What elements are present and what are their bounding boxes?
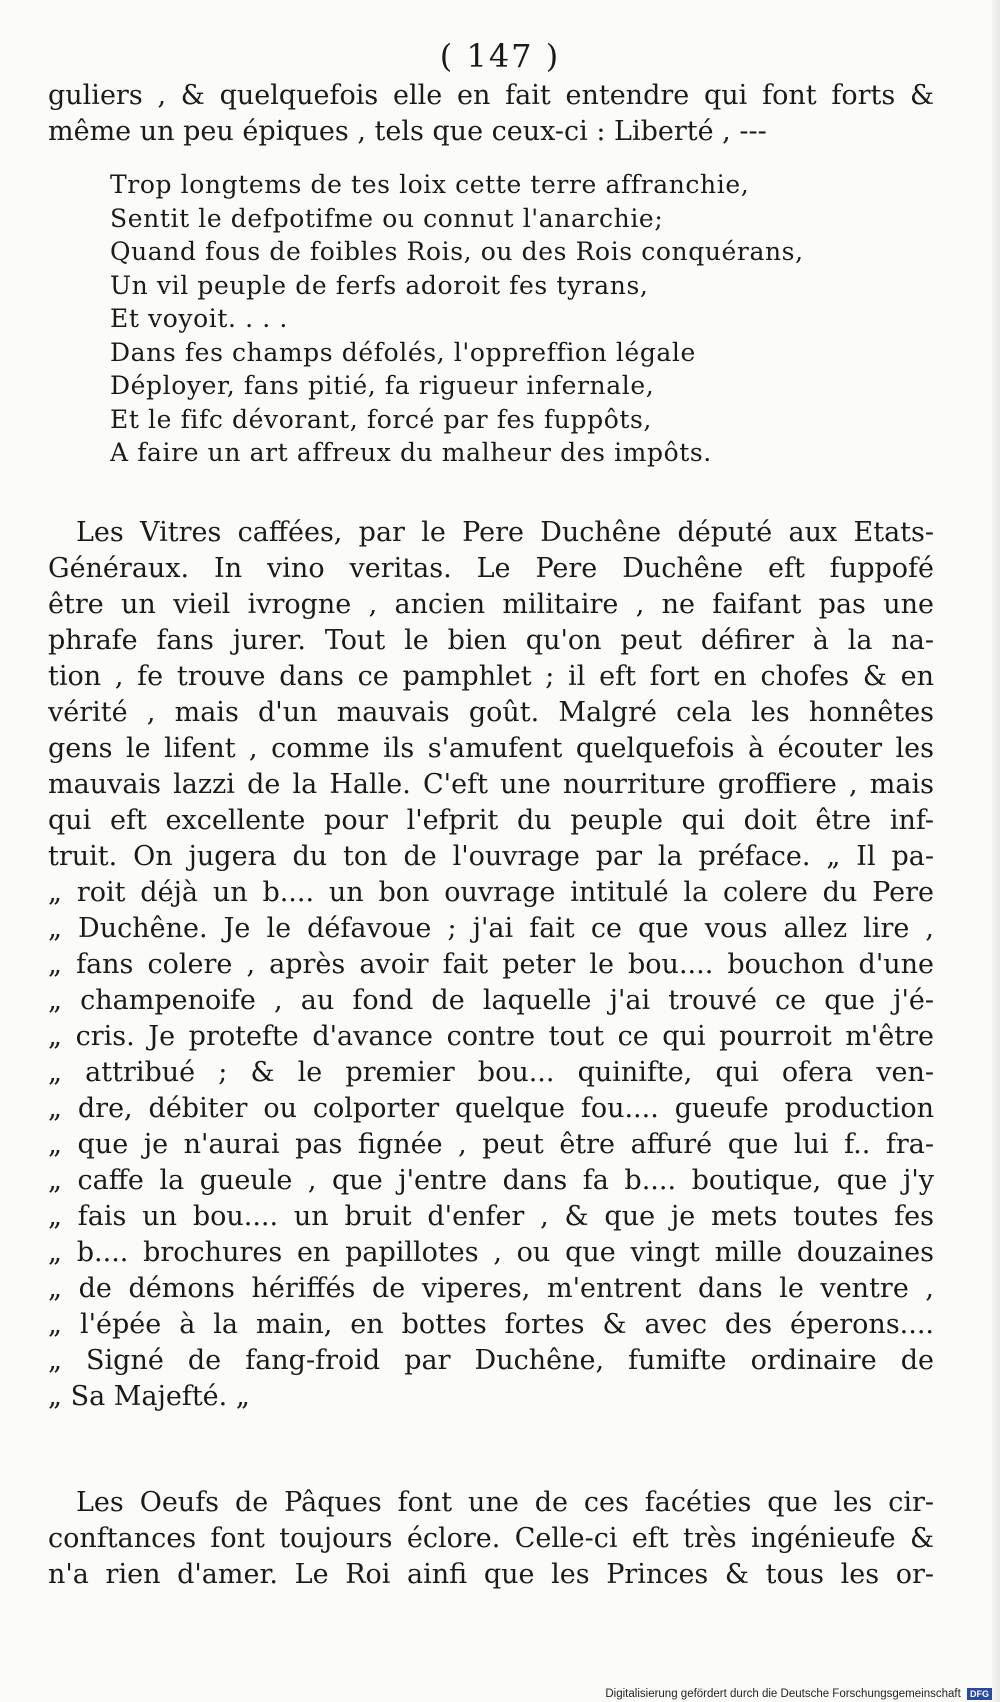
text-line: conftances font toujours éclore. Celle-ci eft très ingénieufe &	[48, 1523, 934, 1554]
verse-line: Quand fous de foibles Rois, ou des Rois conquérans,	[110, 237, 804, 266]
quoted-line: „ caffe la gueule , que j'entre dans fa b.... boutique, que j'y	[48, 1165, 934, 1196]
quoted-line: „ dre, débiter ou colporter quelque fou.... gueufe production	[48, 1093, 934, 1124]
quoted-line: „ l'épée à la main, en bottes fortes & avec des éperons....	[48, 1309, 934, 1340]
quoted-line: „ attribué ; & le premier bou... quinifte, qui ofera ven-	[48, 1057, 934, 1088]
quoted-line: „ fans colere , après avoir fait peter le bou.... bouchon d'une	[48, 949, 934, 980]
verse-block	[110, 168, 890, 470]
text-line: phrafe fans jurer. Tout le bien qu'on peut défirer à la na-	[48, 625, 934, 656]
dfg-logo: DFG	[967, 1688, 992, 1700]
text-line: vérité , mais d'un mauvais goût. Malgré cela les honnêtes	[48, 697, 934, 728]
text-line: Les Vitres caffées, par le Pere Duchêne député aux Etats-	[76, 517, 934, 548]
quoted-line: „ de démons hériffés de viperes, m'entrent dans le ventre ,	[48, 1273, 934, 1304]
text-line: tion , fe trouve dans ce pamphlet ; il eft fort en chofes & en	[48, 661, 934, 692]
quoted-line: „ Sa Majefté. „	[48, 1381, 250, 1412]
verse-line: A faire un art affreux du malheur des impôts.	[110, 438, 712, 467]
quoted-line: „ b.... brochures en papillotes , ou que vingt mille douzaines	[48, 1237, 934, 1268]
text-line: gens le lifent , comme ils s'amufent quelquefois à écouter les	[48, 733, 934, 764]
quoted-line: „ fais un bou.... un bruit d'enfer , & que je mets toutes fes	[48, 1201, 934, 1232]
text-line: Les Oeufs de Pâques font une de ces facéties que les cir-	[76, 1487, 934, 1518]
text-line: truit. On jugera du ton de l'ouvrage par la préface. „ Il pa-	[48, 841, 934, 872]
credit-text: Digitalisierung gefördert durch die Deutsche Forschungsgemeinschaft	[605, 1688, 961, 1700]
verse-line: Déployer, fans pitié, fa rigueur infernale,	[110, 371, 655, 400]
text-line: être un vieil ivrogne , ancien militaire , ne faifant pas une	[48, 589, 934, 620]
verse-line: Trop longtems de tes loix cette terre affranchie,	[110, 170, 750, 199]
text-line: même un peu épiques , tels que ceux-ci : Liberté , ---	[48, 116, 767, 147]
quoted-line: „ Duchêne. Je le défavoue ; j'ai fait ce que vous allez lire ,	[48, 913, 934, 944]
text-line: guliers , & quelquefois elle en fait entendre qui font forts &	[48, 80, 934, 111]
verse-line: Et voyoit. . . .	[110, 304, 288, 333]
quoted-line: „ cris. Je protefte d'avance contre tout ce qui pourroit m'être	[48, 1021, 934, 1052]
digitization-credit	[605, 1688, 992, 1700]
paragraph-oeufs-de-paques	[48, 1485, 934, 1593]
text-line: Généraux. In vino veritas. Le Pere Duchêne eft fuppofé	[48, 553, 934, 584]
text-line: n'a rien d'amer. Le Roi ainfi que les Princes & tous les or-	[48, 1559, 934, 1590]
verse-line: Dans fes champs défolés, l'oppreffion légale	[110, 337, 696, 367]
paragraph-intro	[48, 78, 934, 150]
verse-line: Et le fifc dévorant, forcé par fes fuppôts,	[110, 404, 652, 434]
text-line: qui eft excellente pour l'efprit du peuple qui doit être inf-	[48, 805, 934, 836]
verse-line: Un vil peuple de ferfs adoroit fes tyrans,	[110, 270, 649, 300]
text-line: mauvais lazzi de la Halle. C'eft une nourriture groffiere , mais	[48, 769, 934, 800]
quoted-line: „ Signé de fang-froid par Duchêne, fumifte ordinaire de	[48, 1345, 934, 1376]
paragraph-vitres-cassees	[48, 515, 934, 1415]
quoted-line: „ champenoife , au fond de laquelle j'ai trouvé ce que j'é-	[48, 985, 934, 1016]
verse-line: Sentit le defpotifme ou connut l'anarchie;	[110, 203, 664, 233]
quoted-line: „ roit déjà un b.... un bon ouvrage intitulé la colere du Pere	[48, 877, 934, 908]
scan-page-edge	[992, 0, 1000, 1702]
page-number: ( 147 )	[439, 37, 561, 75]
quoted-line: „ que je n'aurai pas fignée , peut être affuré que lui f.. fra-	[48, 1129, 934, 1160]
